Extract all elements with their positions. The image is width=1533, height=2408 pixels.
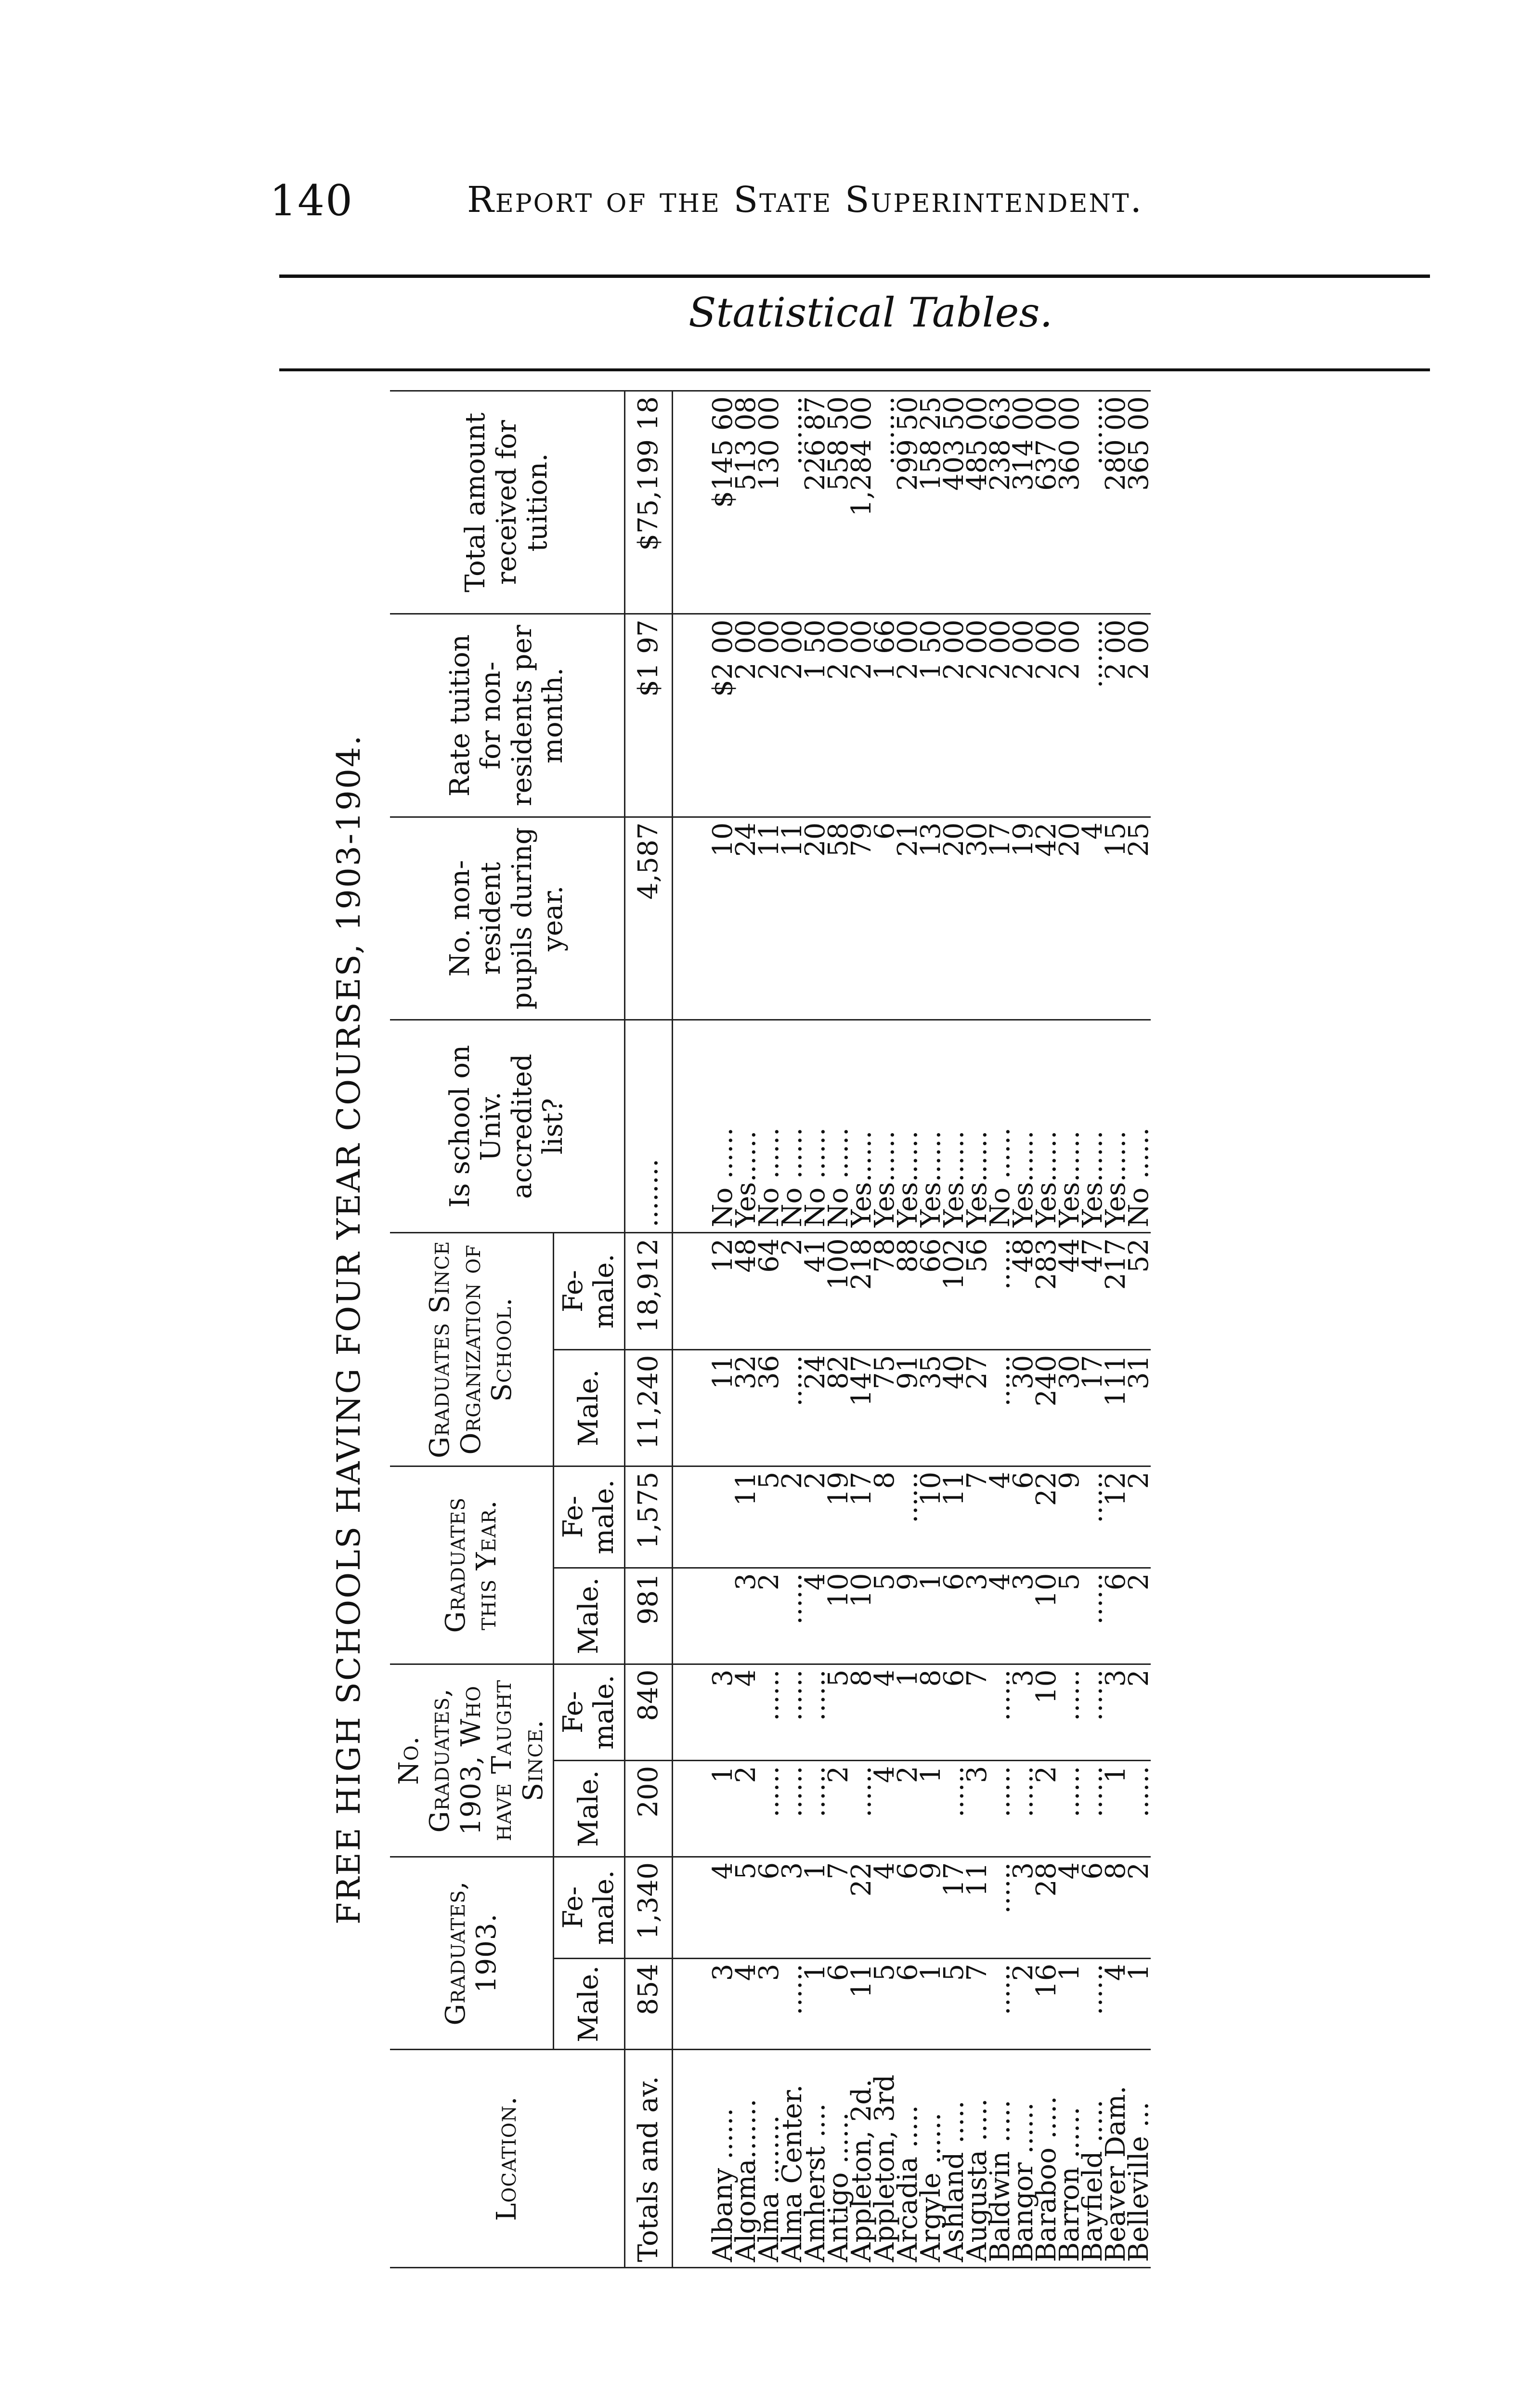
cell-gty-male: 3 — [735, 1568, 758, 1664]
cell-rate: 2 00 — [1058, 614, 1081, 817]
cell-nonresident: 58 — [827, 817, 850, 1020]
cell-gty-female: 10 — [920, 1466, 943, 1568]
col-graduates-this-year: Graduates this Year. — [390, 1466, 553, 1664]
statistics-table — [390, 390, 1155, 2268]
cell-g03-male: 1 — [1058, 1958, 1081, 2050]
cell-gso-female: 218 — [850, 1233, 873, 1349]
cell-g03-female: 6 — [758, 1857, 781, 1958]
page-number: 140 — [270, 176, 353, 225]
cell-gty-male: 3 — [966, 1568, 989, 1664]
cell-gty-male: ...... — [781, 1568, 804, 1664]
cell-accredited: Yes...... — [1081, 1020, 1104, 1233]
cell-g03-female: 22 — [850, 1857, 873, 1958]
cell-gso-female: 56 — [966, 1233, 989, 1349]
cell-gso-female: 52 — [1128, 1233, 1151, 1349]
header-row-groups — [390, 391, 553, 2268]
cell-location: Baraboo ..... — [1035, 2050, 1058, 2268]
cell-rate: 2 00 — [781, 614, 804, 817]
col-taught-since: No. Graduates, 1903, Who have Taught Since. — [390, 1664, 553, 1857]
spacer-row — [672, 391, 712, 2268]
cell-tuition: 314 00 — [1012, 391, 1035, 615]
cell-tuition: 558 50 — [827, 391, 850, 615]
totals-g03-male: 854 — [624, 1958, 672, 2050]
cell-nonresident: 19 — [1012, 817, 1035, 1020]
col-male: Male. — [553, 1568, 624, 1664]
cell-taught-female: 1 — [896, 1664, 920, 1760]
col-female: Fe-male. — [553, 1466, 624, 1568]
cell-tuition: 485 00 — [966, 391, 989, 615]
cell-gso-female: 2 — [781, 1233, 804, 1349]
cell-nonresident: 24 — [735, 817, 758, 1020]
cell-tuition: 130 00 — [758, 391, 781, 615]
cell-g03-female: 4 — [1058, 1857, 1081, 1958]
cell-nonresident: 15 — [1104, 817, 1128, 1020]
cell-taught-female: 6 — [943, 1664, 966, 1760]
cell-taught-female: ...... — [804, 1664, 827, 1760]
cell-tuition: $145 60 — [712, 391, 735, 615]
cell-accredited: Yes...... — [1035, 1020, 1058, 1233]
cell-tuition: 1,284 00 — [850, 391, 873, 615]
cell-gso-female: 47 — [1081, 1233, 1104, 1349]
cell-gso-male: 35 — [920, 1349, 943, 1466]
cell-g03-male: 6 — [896, 1958, 920, 2050]
cell-accredited: Yes...... — [1104, 1020, 1128, 1233]
cell-tuition: 365 00 — [1128, 391, 1151, 615]
cell-rate: 2 00 — [943, 614, 966, 817]
totals-taught-female: 840 — [624, 1664, 672, 1760]
cell-accredited: Yes...... — [735, 1020, 758, 1233]
cell-accredited: Yes...... — [873, 1020, 896, 1233]
cell-g03-female: 3 — [781, 1857, 804, 1958]
cell-rate: 2 00 — [1104, 614, 1128, 817]
cell-gty-female: 19 — [827, 1466, 850, 1568]
cell-nonresident: 25 — [1128, 817, 1151, 1020]
cell-g03-female: 6 — [896, 1857, 920, 1958]
cell-rate: 1 66 — [873, 614, 896, 817]
totals-gso-male: 11,240 — [624, 1349, 672, 1466]
totals-nonresident: 4,587 — [624, 817, 672, 1020]
cell-location: Amherst .... — [804, 2050, 827, 2268]
col-nonresident: No. non-resident pupils during year. — [390, 817, 624, 1020]
cell-g03-male: 3 — [758, 1958, 781, 2050]
cell-g03-male: 6 — [827, 1958, 850, 2050]
table-row — [1128, 391, 1151, 2268]
col-male: Male. — [553, 1760, 624, 1857]
cell-location: Argyle ...... — [920, 2050, 943, 2268]
cell-taught-male: 1 — [920, 1760, 943, 1857]
cell-nonresident: 30 — [966, 817, 989, 1020]
cell-gso-female: 66 — [920, 1233, 943, 1349]
cell-gty-female: ...... — [1081, 1466, 1104, 1568]
cell-taught-female: 5 — [827, 1664, 850, 1760]
cell-gso-female: 44 — [1058, 1233, 1081, 1349]
cell-g03-female: ...... — [989, 1857, 1012, 1958]
cell-taught-female: 10 — [1035, 1664, 1058, 1760]
cell-rate: ........ — [1081, 614, 1104, 817]
cell-g03-male: 16 — [1035, 1958, 1058, 2050]
cell-accredited: No ...... — [712, 1020, 735, 1233]
cell-accredited: No ...... — [827, 1020, 850, 1233]
cell-g03-male: 11 — [850, 1958, 873, 2050]
cell-g03-female: 28 — [1035, 1857, 1058, 1958]
col-rate: Rate tuition for non-residents per month. — [390, 614, 624, 817]
cell-gty-female: 7 — [966, 1466, 989, 1568]
cell-location: Antigo ...... — [827, 2050, 850, 2268]
cell-gty-female: 2 — [804, 1466, 827, 1568]
cell-accredited: No ...... — [758, 1020, 781, 1233]
cell-accredited: Yes...... — [943, 1020, 966, 1233]
cell-taught-female: 7 — [966, 1664, 989, 1760]
cell-gso-male: 147 — [850, 1349, 873, 1466]
totals-gty-male: 981 — [624, 1568, 672, 1664]
cell-gso-male: 32 — [735, 1349, 758, 1466]
cell-gso-female: 283 — [1035, 1233, 1058, 1349]
cell-gso-female: 64 — [758, 1233, 781, 1349]
cell-gty-female: 6 — [1012, 1466, 1035, 1568]
cell-taught-female: 8 — [850, 1664, 873, 1760]
cell-taught-female: 8 — [920, 1664, 943, 1760]
cell-gso-male: 75 — [873, 1349, 896, 1466]
cell-tuition: 360 00 — [1058, 391, 1081, 615]
table-top-rule — [279, 368, 1430, 371]
cell-gso-male: 17 — [1081, 1349, 1104, 1466]
cell-gso-female: 12 — [712, 1233, 735, 1349]
cell-g03-female: 4 — [712, 1857, 735, 1958]
col-male: Male. — [553, 1958, 624, 2050]
cell-nonresident: 11 — [758, 817, 781, 1020]
cell-g03-male: ...... — [781, 1958, 804, 2050]
header-rule — [279, 275, 1430, 278]
cell-g03-male: 5 — [943, 1958, 966, 2050]
cell-gso-female: 48 — [1012, 1233, 1035, 1349]
cell-g03-male: ...... — [1081, 1958, 1104, 2050]
cell-gty-female: 2 — [781, 1466, 804, 1568]
cell-gty-male: 2 — [758, 1568, 781, 1664]
cell-nonresident: 20 — [943, 817, 966, 1020]
cell-taught-male: ...... — [758, 1760, 781, 1857]
col-accredited: Is school on Univ. accredited list? — [390, 1020, 624, 1233]
cell-accredited: Yes...... — [1012, 1020, 1035, 1233]
cell-taught-male: 1 — [712, 1760, 735, 1857]
cell-gty-female: 11 — [943, 1466, 966, 1568]
cell-gso-female: 88 — [896, 1233, 920, 1349]
cell-g03-female: 17 — [943, 1857, 966, 1958]
cell-nonresident: 4 — [1081, 817, 1104, 1020]
cell-gty-female: 9 — [1058, 1466, 1081, 1568]
col-male: Male. — [553, 1349, 624, 1466]
cell-g03-female: 6 — [1081, 1857, 1104, 1958]
cell-gso-male: 91 — [896, 1349, 920, 1466]
cell-rate: 2 00 — [989, 614, 1012, 817]
cell-gso-male: 111 — [1104, 1349, 1128, 1466]
cell-location: Beaver Dam. — [1104, 2050, 1128, 2268]
col-graduates-since-org: Graduates Since Organization of School. — [390, 1233, 553, 1466]
cell-tuition: 238 63 — [989, 391, 1012, 615]
cell-nonresident: 11 — [781, 817, 804, 1020]
cell-g03-female: 2 — [1128, 1857, 1151, 1958]
cell-taught-male: 3 — [966, 1760, 989, 1857]
cell-gso-female: 48 — [735, 1233, 758, 1349]
cell-gso-male: 36 — [758, 1349, 781, 1466]
running-title: Report of the State Superintendent. — [467, 179, 1143, 221]
cell-tuition: 226 87 — [804, 391, 827, 615]
cell-taught-female: 2 — [1128, 1664, 1151, 1760]
cell-g03-male: 2 — [1012, 1958, 1035, 2050]
cell-nonresident: 20 — [1058, 817, 1081, 1020]
cell-g03-male: 1 — [1128, 1958, 1151, 2050]
cell-gty-female: 12 — [1104, 1466, 1128, 1568]
cell-gty-female: 17 — [850, 1466, 873, 1568]
cell-location: Belleville ... — [1128, 2050, 1151, 2268]
cell-gty-male: 1 — [920, 1568, 943, 1664]
cell-location: Alma ........ — [758, 2050, 781, 2268]
cell-rate: 1 50 — [804, 614, 827, 817]
cell-accredited: Yes...... — [920, 1020, 943, 1233]
cell-g03-male: 1 — [804, 1958, 827, 2050]
totals-gso-female: 18,912 — [624, 1233, 672, 1349]
cell-gty-male: ...... — [1081, 1568, 1104, 1664]
table-body — [624, 391, 1155, 2268]
cell-rate: 2 00 — [966, 614, 989, 817]
totals-gty-female: 1,575 — [624, 1466, 672, 1568]
cell-nonresident: 20 — [804, 817, 827, 1020]
cell-gso-male: 11 — [712, 1349, 735, 1466]
cell-accredited: No ...... — [781, 1020, 804, 1233]
cell-gso-male: 31 — [1128, 1349, 1151, 1466]
cell-taught-female: 3 — [1104, 1664, 1128, 1760]
cell-accredited: No ...... — [989, 1020, 1012, 1233]
cell-rate: 2 00 — [735, 614, 758, 817]
cell-gso-female: 100 — [827, 1233, 850, 1349]
cell-location: Barron ...... — [1058, 2050, 1081, 2268]
cell-gty-male: 6 — [1104, 1568, 1128, 1664]
cell-location: Baldwin ..... — [989, 2050, 1012, 2268]
cell-gty-male: 3 — [1012, 1568, 1035, 1664]
cell-gso-female: ...... — [989, 1233, 1012, 1349]
cell-taught-female: 3 — [712, 1664, 735, 1760]
cell-taught-female: 4 — [735, 1664, 758, 1760]
cell-taught-male: ...... — [1058, 1760, 1081, 1857]
cell-tuition: 403 50 — [943, 391, 966, 615]
cell-taught-male: ...... — [781, 1760, 804, 1857]
cell-g03-male: 7 — [966, 1958, 989, 2050]
cell-taught-female: ...... — [989, 1664, 1012, 1760]
cell-taught-male: 2 — [735, 1760, 758, 1857]
cell-gty-male: 4 — [804, 1568, 827, 1664]
cell-accredited: Yes...... — [850, 1020, 873, 1233]
cell-location: Augusta ..... — [966, 2050, 989, 2268]
cell-gso-male: 240 — [1035, 1349, 1058, 1466]
cell-gso-male: ...... — [781, 1349, 804, 1466]
cell-rate: 2 00 — [850, 614, 873, 817]
cell-tuition: ........ — [781, 391, 804, 615]
cell-gty-female: ...... — [896, 1466, 920, 1568]
cell-taught-female: ...... — [1081, 1664, 1104, 1760]
cell-taught-female: ...... — [781, 1664, 804, 1760]
cell-gty-male: 5 — [1058, 1568, 1081, 1664]
cell-taught-male: ...... — [804, 1760, 827, 1857]
cell-gty-female: 8 — [873, 1466, 896, 1568]
cell-accredited: Yes...... — [1058, 1020, 1081, 1233]
cell-tuition: ........ — [873, 391, 896, 615]
cell-taught-male: ...... — [1081, 1760, 1104, 1857]
cell-gso-male: 27 — [966, 1349, 989, 1466]
cell-location: Ashland ..... — [943, 2050, 966, 2268]
cell-taught-male: ...... — [943, 1760, 966, 1857]
totals-rate: $1 97 — [624, 614, 672, 817]
cell-gty-male: 9 — [896, 1568, 920, 1664]
cell-g03-male: 4 — [735, 1958, 758, 2050]
totals-accredited: ........ — [624, 1020, 672, 1233]
cell-rate: 2 00 — [896, 614, 920, 817]
cell-rate: 1 50 — [920, 614, 943, 817]
cell-taught-male: 4 — [873, 1760, 896, 1857]
cell-accredited: No ...... — [804, 1020, 827, 1233]
cell-gso-female: 102 — [943, 1233, 966, 1349]
cell-taught-male: ...... — [1128, 1760, 1151, 1857]
cell-taught-male: ...... — [850, 1760, 873, 1857]
cell-gso-male: 24 — [804, 1349, 827, 1466]
cell-tuition: 299 50 — [896, 391, 920, 615]
cell-gso-male: ...... — [989, 1349, 1012, 1466]
totals-location: Totals and av. — [624, 2050, 672, 2268]
cell-tuition: 280 00 — [1104, 391, 1128, 615]
cell-gty-male: 2 — [1128, 1568, 1151, 1664]
cell-nonresident: 6 — [873, 817, 896, 1020]
cell-g03-female: 1 — [804, 1857, 827, 1958]
col-location: Location. — [390, 2050, 624, 2268]
cell-nonresident: 21 — [896, 817, 920, 1020]
cell-gty-male: 4 — [989, 1568, 1012, 1664]
cell-gty-male: 5 — [873, 1568, 896, 1664]
cell-location: Arcadia ..... — [896, 2050, 920, 2268]
cell-location: Alma Center. — [781, 2050, 804, 2268]
cell-g03-male: ...... — [989, 1958, 1012, 2050]
cell-taught-female: ...... — [758, 1664, 781, 1760]
cell-g03-male: 4 — [1104, 1958, 1128, 2050]
cell-gty-male: 10 — [850, 1568, 873, 1664]
col-total-tuition: Total amount received for tuition. — [390, 391, 624, 615]
cell-g03-male: 5 — [873, 1958, 896, 2050]
cell-g03-female: 4 — [873, 1857, 896, 1958]
cell-location: Albany ...... — [712, 2050, 735, 2268]
cell-taught-male: 2 — [1035, 1760, 1058, 1857]
table-title: FREE HIGH SCHOOLS HAVING FOUR YEAR COURSES, 1903-1904. — [330, 734, 367, 1924]
cell-tuition: 158 25 — [920, 391, 943, 615]
cell-taught-male: 1 — [1104, 1760, 1128, 1857]
cell-location: Appleton, 2d. — [850, 2050, 873, 2268]
cell-g03-female: 3 — [1012, 1857, 1035, 1958]
cell-gso-male: 30 — [1058, 1349, 1081, 1466]
cell-gty-male: 10 — [827, 1568, 850, 1664]
col-graduates-1903: Graduates, 1903. — [390, 1857, 553, 2049]
cell-gty-female: 2 — [1128, 1466, 1151, 1568]
cell-location: Bayfield ..... — [1081, 2050, 1104, 2268]
cell-gso-male: 30 — [1012, 1349, 1035, 1466]
cell-gso-male: 82 — [827, 1349, 850, 1466]
col-female: Fe-male. — [553, 1857, 624, 1958]
cell-accredited: Yes...... — [966, 1020, 989, 1233]
cell-location: Appleton, 3rd — [873, 2050, 896, 2268]
page-header — [0, 0, 1533, 366]
cell-g03-female: 11 — [966, 1857, 989, 1958]
cell-g03-female: 7 — [827, 1857, 850, 1958]
cell-accredited: No ...... — [1128, 1020, 1151, 1233]
cell-taught-male: 2 — [827, 1760, 850, 1857]
cell-nonresident: 13 — [920, 817, 943, 1020]
totals-taught-male: 200 — [624, 1760, 672, 1857]
cell-g03-female: 8 — [1104, 1857, 1128, 1958]
cell-gso-female: 217 — [1104, 1233, 1128, 1349]
cell-tuition: 637 00 — [1035, 391, 1058, 615]
cell-gty-male: 10 — [1035, 1568, 1058, 1664]
cell-g03-female: 9 — [920, 1857, 943, 1958]
cell-rate: 2 00 — [827, 614, 850, 817]
cell-gso-female: 41 — [804, 1233, 827, 1349]
cell-gty-female: 5 — [758, 1466, 781, 1568]
col-female: Fe-male. — [553, 1233, 624, 1349]
col-female: Fe-male. — [553, 1664, 624, 1760]
cell-nonresident: 17 — [989, 817, 1012, 1020]
cell-nonresident: 42 — [1035, 817, 1058, 1020]
cell-gty-female: 11 — [735, 1466, 758, 1568]
totals-tuition: $75,199 18 — [624, 391, 672, 615]
cell-rate: 2 00 — [1128, 614, 1151, 817]
cell-nonresident: 10 — [712, 817, 735, 1020]
cell-g03-female: 5 — [735, 1857, 758, 1958]
cell-g03-male: 3 — [712, 1958, 735, 2050]
totals-row — [624, 391, 672, 2268]
cell-gso-female: 78 — [873, 1233, 896, 1349]
rotated-table-region — [318, 390, 1411, 2268]
cell-rate: 2 00 — [1035, 614, 1058, 817]
cell-gty-female: 4 — [989, 1466, 1012, 1568]
cell-nonresident: 79 — [850, 817, 873, 1020]
cell-g03-male: 1 — [920, 1958, 943, 2050]
cell-gty-male: 6 — [943, 1568, 966, 1664]
cell-taught-female: ...... — [1058, 1664, 1081, 1760]
totals-g03-female: 1,340 — [624, 1857, 672, 1958]
cell-taught-female: 3 — [1012, 1664, 1035, 1760]
cell-gty-female: 22 — [1035, 1466, 1058, 1568]
cell-taught-female: 4 — [873, 1664, 896, 1760]
cell-taught-male: ...... — [989, 1760, 1012, 1857]
cell-taught-male: ...... — [1012, 1760, 1035, 1857]
section-subtitle: Statistical Tables. — [689, 289, 1053, 336]
cell-rate: 2 00 — [758, 614, 781, 817]
cell-location: Algoma....... — [735, 2050, 758, 2268]
cell-taught-male: 2 — [896, 1760, 920, 1857]
cell-tuition: ........ — [1081, 391, 1104, 615]
cell-rate: 2 00 — [1012, 614, 1035, 817]
cell-location: Bangor ...... — [1012, 2050, 1035, 2268]
cell-gso-male: 40 — [943, 1349, 966, 1466]
cell-tuition: 513 08 — [735, 391, 758, 615]
cell-rate: $2 00 — [712, 614, 735, 817]
cell-accredited: Yes...... — [896, 1020, 920, 1233]
